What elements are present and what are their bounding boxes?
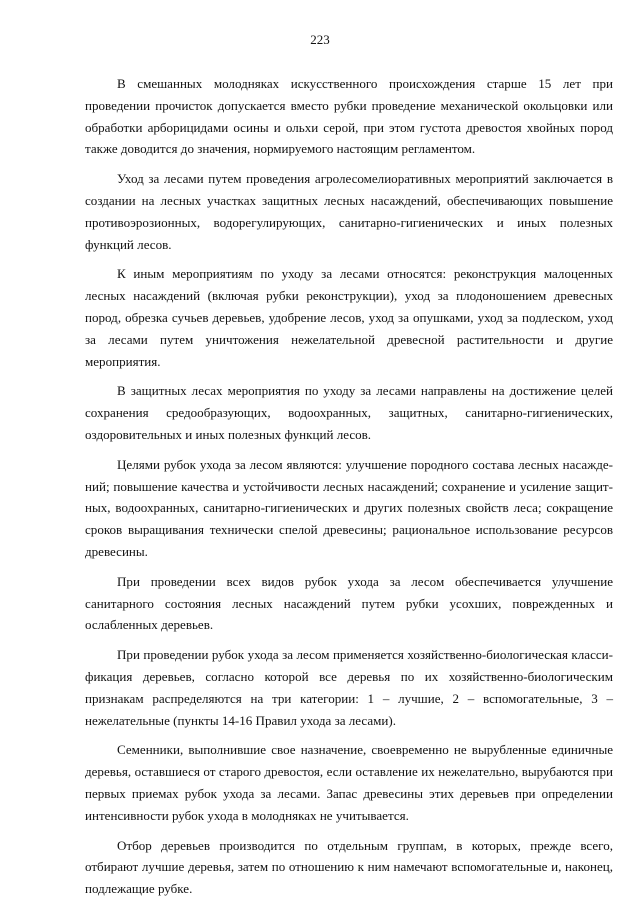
paragraph-sanitary-condition: При проведении всех видов рубок ухода за лесом обеспечивается улучшение санитарного состояния лесных насаждений путем рубки усохших, поврежденных и ослабленных деревьев. xyxy=(85,573,613,633)
document-body xyxy=(85,73,613,908)
paragraph-agroforestry-care: Уход за лесами путем проведения агролесомелиоративных мероприятий заключается в создании на лесных участках защитных лесных насаждений, обеспечивающих повышение противоэрозионных, водорегулирующих, санитарно-гигиенических и иных полезных функций лесов. xyxy=(85,171,613,252)
paragraph-protective-forests: В защитных лесах мероприятия по уходу за лесами направлены на достижение целей сохранения средообразующих, водоохранных, защитных, санитарно-гигиенических, оздоровительных и иных полезных функций лесов. xyxy=(85,383,613,442)
paragraph-thinning-goals: Целями рубок ухода за лесом являются: улучшение породного состава лесных насаждений; повышение качества и устойчивости лесных насаждений; сохранение и усиление защитных, водоохранных, санитарно-гигиенических и других полезных свойств леса; сокращение сроков выращивания технически спелой древесины; рациональное использование ресурсов древесины. xyxy=(85,456,613,559)
paragraph-other-care-measures: К иным мероприятиям по уходу за лесами относятся: реконструкция малоценных лесных насаждений (включая рубки реконструкции), уход за плодоношением древесных пород, обрезка сучьев деревьев, удобрение лесов, уход за опушками, уход за подлеском, уход за лесами путем уничтожения нежелательной древесной растительности и другие мероприятия. xyxy=(85,266,613,369)
page-number: 223 xyxy=(310,32,330,47)
paragraph-mixed-young-stands: В смешанных молодняках искусственного происхождения старше 15 лет при проведении прочисток допускается вместо рубки проведение механической окольцовки или обработки арборицидами осины и ольхи серой, при этом густота древостоя хвойных пород также доводится до значения, нормируемого настоящим регламентом. xyxy=(85,76,613,157)
paragraph-tree-classification: При проведении рубок ухода за лесом применяется хозяйственно-биологическая классификация деревьев, согласно которой все деревья по их хозяйственно-биологическим признакам распределяются на три категории: 1 – лучшие, 2 – вспомогательные, 3 – нежелательные (пункты 14-16 Правил ухода за лесами). xyxy=(85,647,613,728)
paragraph-seed-trees: Семенники, выполнившие свое назначение, своевременно не вырубленные единичные деревья, оставшиеся от старого древостоя, если оставление их нежелательно, вырубаются при первых приемах рубок ухода за лесами. Запас древесины этих деревьев при определении интенсивности рубок ухода в молодняках не учитывается. xyxy=(85,742,613,823)
paragraph-tree-selection: Отбор деревьев производится по отдельным группам, в которых, прежде всего, отбирают лучшие деревья, затем по отношению к ним намечают вспомогательные и, наконец, подлежащие рубке. xyxy=(85,837,613,897)
